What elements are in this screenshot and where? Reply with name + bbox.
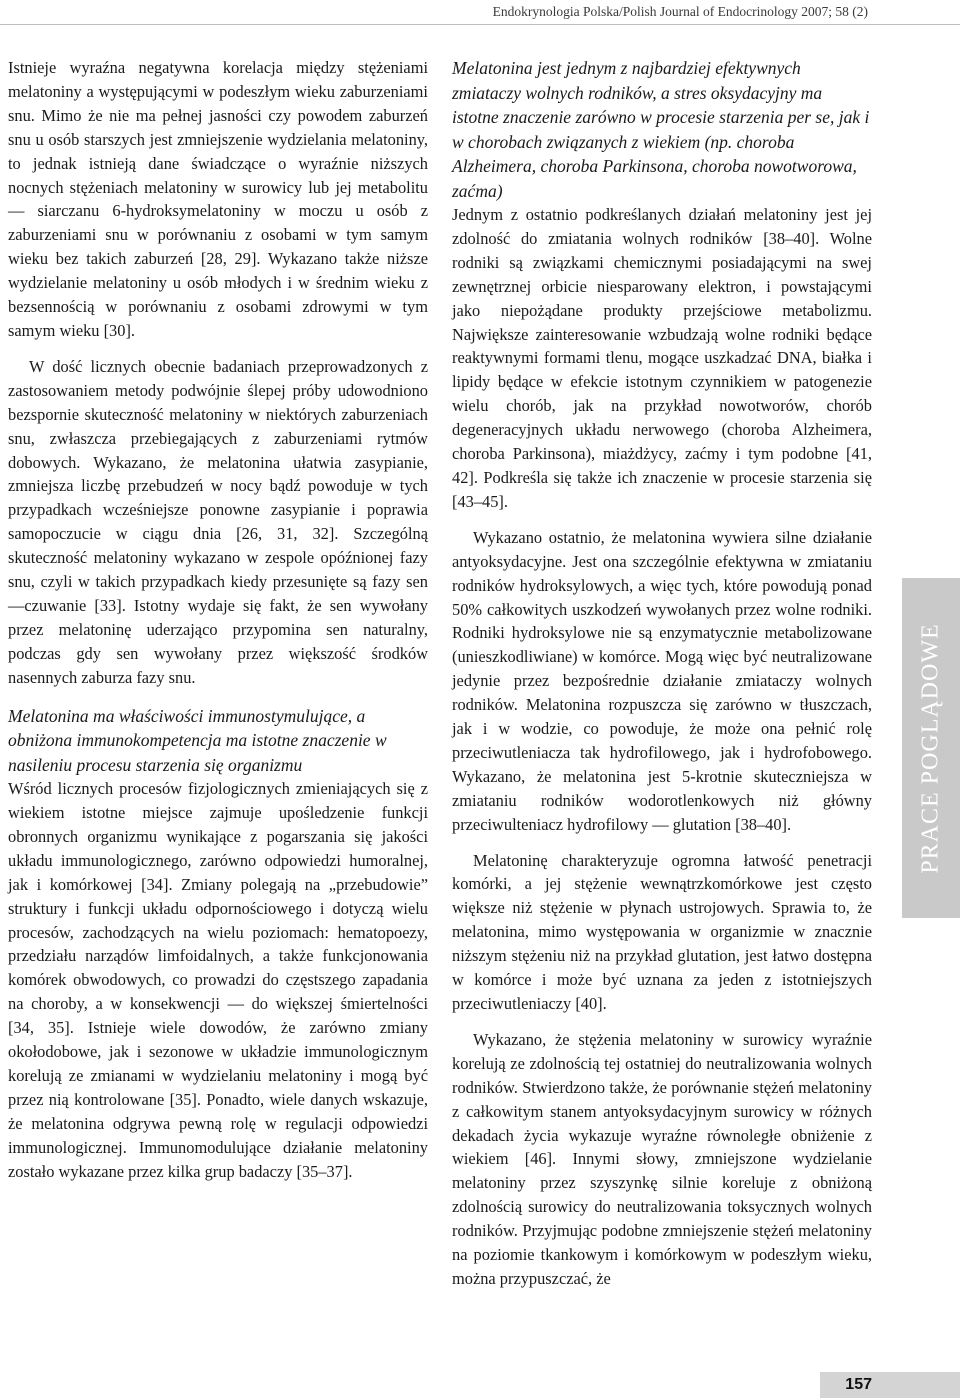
section-heading-free-radicals: Melatonina jest jednym z najbardziej efektywnych zmiataczy wolnych rodników, a stres oksydacyjny ma istotne znaczenie zarówno w procesie starzenia per se, jak i w chorobach związanych z wiekiem (np. choroba Alzheimera, choroba Parkinsona, choroba nowotworowa, zaćma) [452, 58, 870, 201]
left-paragraph-2: W dość licznych obecnie badaniach przeprowadzonych z zastosowaniem metody podwójnie ślepej próby udowodniono bezspornie skuteczność melatoniny w niektórych zaburzeniach snu, zwłaszcza przebiegających z zaburzeniami rytmów dobowych. Wykazano, że melatonina ułatwia zasypianie, zmniejsza liczbę przebudzeń w nocy bądź powoduje w tych przypadkach wcześniejsze ponowne zasypianie i poprawia samopoczucie w ciągu dnia [26, 31, 32]. Szczególną skuteczność melatoniny wykazano w zespole opóźnionej fazy snu, czyli w takich przypadkach kiedy przesunięte są fazy sen—czuwanie [33]. Istotny wydaje się fakt, że sen wywołany przez melatoninę uderzająco przypomina sen naturalny, podczas gdy sen wywołany przez większość środków nasennych zaburza fazy snu. [8, 356, 428, 687]
section-side-tab [902, 578, 960, 918]
left-paragraph-1: Istnieje wyraźna negatywna korelacja między stężeniami melatoniny a występującymi w podeszłym wieku zaburzeniami snu. Mimo że nie ma pełnej jasności czy powodem zaburzeń snu u osób starszych jest zmniejszenie wydzielania melatoniny, to jednak istnieją dane świadczące o wyraźnie niższych nocnych stężeniach melatoniny w surowicy lub jej metabolitu — siarczanu 6-hydroksymelatoniny w moczu u osób z zaburzeniami snu w porównaniu z osobami w tym samym wieku bez takich zaburzeń [28, 29]. Wykazano także niższe wydzielanie melatoniny u osób młodych i w średnim wieku z bezsennością w porównaniu z osobami zdrowymi w tym samym wieku [30]. [8, 58, 428, 340]
right-paragraph-1: Jednym z ostatnio podkreślanych działań melatoniny jest jej zdolność do zmiatania wolnych rodników [38–40]. Wolne rodniki są związkami chemicznymi posiadającymi na swej zewnętrznej orbicie niesparowany elektron, i powstającymi jako niepożądane produkty przejściowe metabolizmu. Największe zainteresowanie wzbudzają wolne rodniki będące reaktywnymi formami tlenu, mogące uszkadzać DNA, białka i lipidy będące w efekcie istotnym czynnikiem w patogenezie wielu chorób, jak na przykład nowotworów, chorób degeneracyjnych układu nerwowego (choroba Alzheimera, choroba Parkinsona), miażdżycy, zaćmy i tym podobne [41, 42]. Podkreśla się także ich znaczenie w procesie starzenia się [43–45]. [452, 205, 872, 511]
header-rule [0, 24, 960, 25]
page-number: 157 [845, 1376, 872, 1393]
section-side-label: PRACE POGLĄDOWE [917, 622, 944, 874]
right-paragraph-3: Melatoninę charakteryzuje ogromna łatwość penetracji komórki, a jej stężenie wewnątrzkomórkowe jest często większe niż stężenie w płynach ustrojowych. Sprawia to, że melatonina, mimo występowania w organizmie w znacznie niższym stężeniu niż na przykład glutation, jest łatwo dostępna w komórce i może być uznana za jeden z istotniejszych przeciwutleniaczy [40]. [452, 850, 872, 1013]
running-head: Endokrynologia Polska/Polish Journal of Endocrinology 2007; 58 (2) [492, 4, 868, 19]
left-column [8, 56, 428, 1183]
page-number-box [820, 1372, 960, 1398]
right-paragraph-4: Wykazano, że stężenia melatoniny w surowicy wyraźnie korelują ze zdolnością tej ostatniej do neutralizowania wolnych rodników. Stwierdzono także, że porównanie stężeń melatoniny z całkowitym stanem antyoksydacyjnym surowicy w różnych dekadach życia wykazuje wyraźne równoległe obniżenie z wiekiem [46]. Innymi słowy, zmniejszone wydzielanie melatoniny przez szyszynkę silnie koreluje z obniżoną zdolnością surowicy do neutralizowania toksycznych wolnych rodników. Przyjmując podobne zmniejszenie stężeń melatoniny na poziomie tkankowym i komórkowym w podeszłym wieku, można przypuszczać, że [452, 1029, 872, 1288]
right-column [452, 56, 872, 1291]
right-paragraph-2: Wykazano ostatnio, że melatonina wywiera silne działanie antyoksydacyjne. Jest ona szczególnie efektywna w zmiataniu rodników hydroksylowych, a więc tych, które powodują ponad 50% całkowitych uszkodzeń wywołanych przez wolne rodniki. Rodniki hydroksylowe nie są enzymatycznie metabolizowane (unieszkodliwiane) w komórce. Mogą więc być neutralizowane jedynie przez bezpośrednie działanie zmiataczy wolnych rodników. Melatonina rozpuszcza się zarówno w tłuszczach, jak i w wodzie, co powoduje, że może ona pełnić rolę przeciwutleniacza tak hydrofilowego, jak i hydrofobowego. Wykazano, że melatonina jest 5-krotnie skuteczniejsza w zmiataniu rodników wodorotlenkowych niż główny przeciwulteniacz hydrofilowy — glutation [38–40]. [452, 527, 872, 834]
left-paragraph-3: Wśród licznych procesów fizjologicznych zmieniających się z wiekiem istotne miejsce zajmuje upośledzenie funkcji obronnych organizmu wynikające z pogarszania się jakości układu immunologicznego, zarówno odpowiedzi humoralnej, jak i komórkowej [34]. Zmiany polegają na „przebudowie” struktury i funkcji układu odpornościowego i dotyczą wielu procesów, zachodzących na wielu poziomach: hematopoezy, przedziału narządów limfoidalnych, a także funkcjonowania komórek obwodowych, co prowadzi do częstszego zapadania na choroby, a w konsekwencji — do większej śmiertelności [34, 35]. Istnieje wiele dowodów, że zarówno zmiany okołodobowe, jak i sezonowe w układzie immunologicznym korelują ze zmianami w wydzielaniu melatoniny i mogą być przez nią kontrolowane [35]. Ponadto, wiele danych wskazuje, że melatonina odgrywa pewną rolę w regulacji odpowiedzi immunologicznej. Immunomodulujące działanie melatoniny zostało wykazane przez kilka grup badaczy [35–37]. [8, 779, 428, 1181]
section-heading-immunostimulation: Melatonina ma właściwości immunostymulujące, a obniżona immunokompetencja ma istotne znaczenie w nasileniu procesu starzenia się organizmu [8, 705, 387, 775]
